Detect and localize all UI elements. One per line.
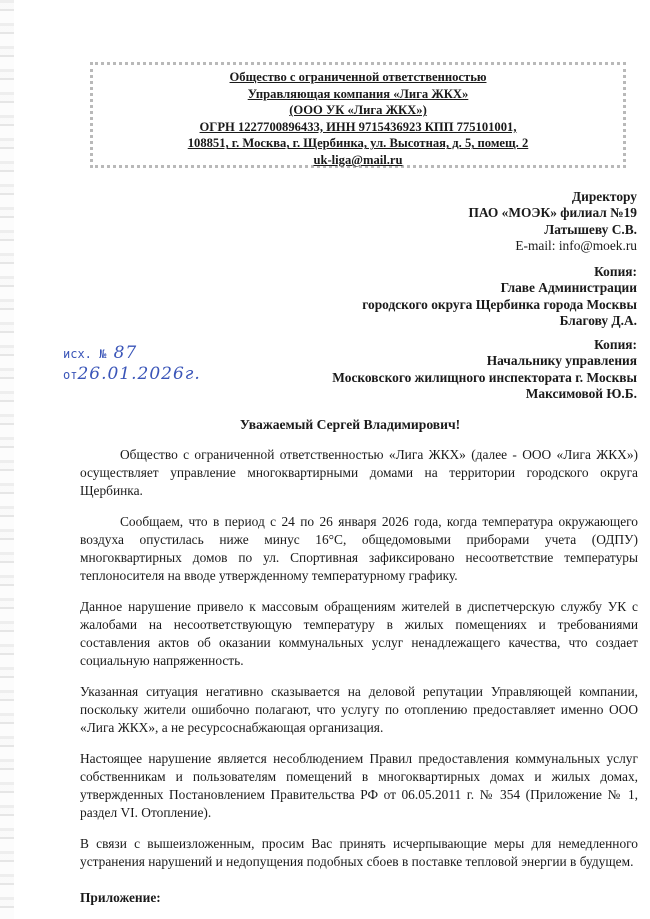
letterhead-email: uk-liga@mail.ru	[313, 152, 403, 167]
letterhead	[90, 62, 626, 168]
outgoing-date-stamp	[63, 364, 201, 384]
scan-edge-artifact	[0, 0, 14, 919]
appendix-label: Приложение:	[80, 890, 161, 905]
copy-label: Копия:	[594, 264, 637, 279]
greeting: Уважаемый Сергей Владимирович!	[239, 417, 461, 432]
outgoing-number-label: исх. №	[63, 347, 107, 361]
recipient-org: ПАО «МОЭК» филиал №19	[468, 205, 637, 221]
letterhead-line: Общество с ограниченной ответственностью	[229, 70, 487, 84]
recipient-email: E-mail: info@moek.ru	[515, 238, 637, 254]
recipient-name: Латышеву С.В.	[544, 221, 637, 237]
outgoing-date: 26.01.2026г.	[77, 364, 201, 384]
copy-block-1	[362, 264, 637, 330]
copy-org: Московского жилищного инспектората г. Москвы	[332, 369, 637, 385]
paragraph: Общество с ограниченной ответственностью «Лига ЖКХ» (далее - ООО «Лига ЖКХ») осуществляет управление многоквартирными домами на территории городского округа Щербинка.	[80, 447, 638, 498]
letter-body	[80, 446, 638, 907]
copy-block-2	[332, 337, 637, 403]
outgoing-number-stamp	[63, 343, 137, 363]
paragraph: Указанная ситуация негативно сказывается на деловой репутации Управляющей компании, поскольку жители ошибочно полагают, что услугу по отоплению предоставляет именно ООО «Лига ЖКХ», а не ресурсоснабжающая организация.	[80, 684, 638, 735]
recipient-position: Директору	[571, 189, 637, 204]
paragraph: Данное нарушение привело к массовым обращениям жителей в диспетчерскую службу УК с жалобами на несоответствующую температуру в жилых помещениях и требованиями составления актов об оказании коммунальных услуг ненадлежащего качества, что создает социальную напряженность.	[80, 599, 638, 668]
recipient-block	[469, 189, 638, 255]
outgoing-date-label: от	[63, 368, 78, 382]
paragraph: В связи с вышеизложенным, просим Вас принять исчерпывающие меры для немедленного устранения нарушений и недопущения подобных сбоев в поставке тепловой энергии в будущем.	[80, 836, 638, 869]
outgoing-number: 87	[113, 343, 138, 363]
letterhead-line: 108851, г. Москва, г. Щербинка, ул. Высотная, д. 5, помещ. 2	[187, 136, 529, 151]
letterhead-line: (ООО УК «Лига ЖКХ»)	[289, 103, 427, 118]
letterhead-line: Управляющая компания «Лига ЖКХ»	[247, 86, 469, 101]
copy-org: городского округа Щербинка города Москвы	[362, 296, 637, 312]
copy-name: Максимовой Ю.Б.	[525, 386, 637, 402]
copy-name: Благову Д.А.	[559, 313, 637, 329]
letterhead-line: ОГРН 1227700896433, ИНН 9715436923 КПП 775101001,	[199, 119, 517, 134]
paragraph: Сообщаем, что в период с 24 по 26 января 2026 года, когда температура окружающего воздуха опустилась ниже минус 16°С, общедомовыми приборами учета (ОДПУ) многоквартирных домов по ул. Спортивная зафиксировано несоответствие температуры теплоносителя на вводе утвержденному температурному графику.	[80, 514, 638, 583]
copy-label: Копия:	[594, 337, 637, 352]
copy-position: Главе Администрации	[500, 280, 637, 296]
paragraph: Настоящее нарушение является несоблюдением Правил предоставления коммунальных услуг собственникам и пользователям помещений в многоквартирных домах и жилых домах, утвержденных Постановлением Правительства РФ от 06.05.2011 г. № 354 (Приложение № 1, раздел VI. Отопление).	[80, 751, 638, 820]
copy-position: Начальнику управления	[486, 353, 637, 369]
